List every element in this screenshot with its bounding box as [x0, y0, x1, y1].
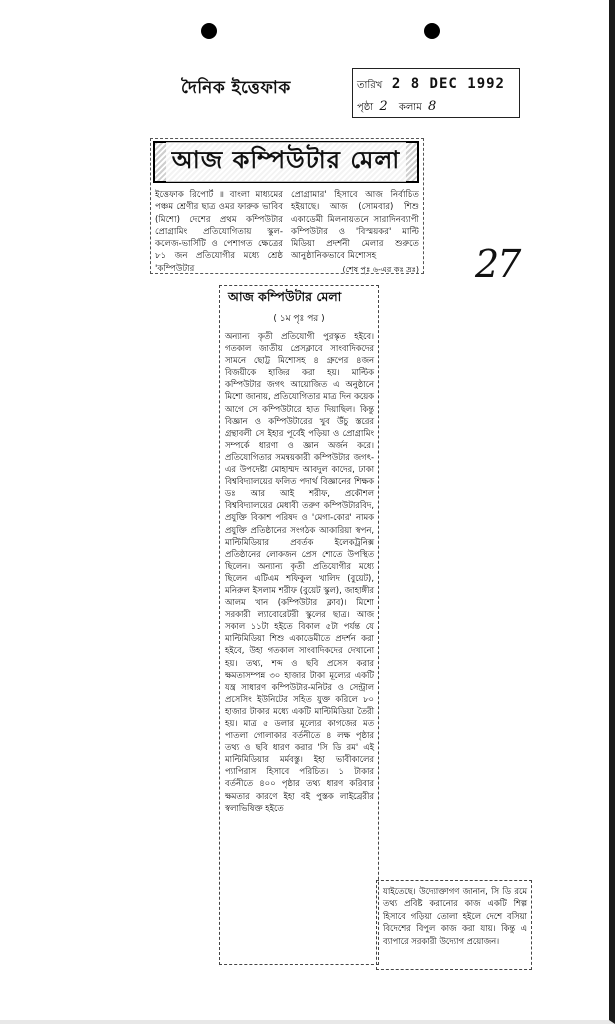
article-columns [155, 189, 419, 276]
headline: আজ কম্পিউটার মেলা [166, 142, 406, 182]
headline-box [153, 141, 419, 183]
article-column-2-text: প্রোগ্রামার' হিসাবে আজ নির্বাচিত হইয়াছে। আজ (সোমবার) শিশু একাডেমী মিলনায়তনে সারাদিনব্যাপী কম্পিউটার ও 'বিস্ময়কর' মাল্টি মিডিয়া প্রদর্শনী মেলার শুরুতে আনুষ্ঠানিকভাবে মিশোসহ [291, 190, 419, 262]
continuation-body: অন্যান্য কৃতী প্রতিযোগী পুরস্কৃত হইবে। গতকাল জাতীয় প্রেসক্লাবে সাংবাদিকদের সামনে ছোট্ট মিশোসহ ৪ গ্রুপের ৪জন বিজয়ীকে হাজির করা হয়। মাল্টিক কম্পিউটার জগৎ আয়োজিত এ অনুষ্ঠানে মিশো জানায়, প্রতিযোগিতার মাত্র দিন কয়েক আগে সে কম্পিউটারে হাত দিয়াছিল। কিন্তু বিজ্ঞান ও কম্পিউটারের খুব উঁচু স্তরের গ্রন্থাবলী সে ইহার পূর্বেই পড়িয়া ও প্রোগ্রামিং সম্পর্কে ধারণা ও জ্ঞান অর্জন করে। প্রতিযোগিতার সমন্বয়কারী কম্পিউটার জগৎ-এর উপদেষ্টা মোহাম্মদ আবদুল কাদের, ঢাকা বিশ্ববিদ্যালয়ের ফলিত পদার্থ বিজ্ঞানের শিক্ষক ডঃ আর আই শরীফ, প্রকৌশল বিশ্ববিদ্যালয়ের মেধাবী তরুণ কম্পিউটারবিদ, প্রযুক্তি বিকাশ পরিষদ ও 'মেগা-কোর' নামক প্রযুক্তি প্রতিষ্ঠানের সংগঠক আকারিয়া স্বপন, মাল্টিমিডিয়ার প্রবর্তক ইলেকট্রনিক্স প্রতিষ্ঠানের লোকজন প্রেস শোতে উপস্থিত ছিলেন। অন্যান্য কৃতী প্রতিযোগীর মধ্যে ছিলেন এটিএম শফিকুল খালিদ (বুয়েট), মনিরুল ইসলাম শরীফ (বুয়েট স্কুল), জাহাঙ্গীর আলম খান (কম্পিউটার ক্লাব)। মিশো সরকারী ল্যাবোরেটরী স্কুলের ছাত্র। আজ সকাল ১১টা হইতে বিকাল ৫টা পর্যন্ত যে মাল্টিমিডিয়া শিশু একাডেমীতে প্রদর্শন করা হইবে, উহা গতকাল সাংবাদিকদের দেখানো হয়। তথ্য, শব্দ ও ছবি প্রসেস করার ক্ষমতাসম্পন্ন ৩০ হাজার টাকা মূল্যের একটি যন্ত্র সাধারণ কম্পিউটার-মনিটর ও সেন্ট্রাল প্রসেসিং ইউনিটের সহিত যুক্ত করিলে ৮০ হাজার টাকার মধ্যে একটি মাল্টিমিডিয়া তৈরী হয়। মাত্র ৫ ডলার মূল্যের কাগজের মত পাতলা গোলাকার বর্তনীতে ৪ লক্ষ পৃষ্ঠার তথ্য ও ছবি ধারণ করার 'সি ডি রম' এই মাল্টিমিডিয়ার মর্মবস্তু। ইহা ভাবীকালের প্যাপিরাস হিসাবে পরিচিত। ১ টাকার বর্তনীতে ৪০০ পৃষ্ঠার তথ্য ধারণ করিবার ক্ষমতার কারণে ইহা বই পুস্তক লাইব্রেরীর স্বলাভিষিক্ত হইতে [225, 331, 374, 813]
page-column-row [357, 99, 444, 117]
date-row [357, 76, 505, 95]
continued-note: (শেষ পৃঃ ৬-এর কঃ দ্রঃ) [342, 264, 419, 274]
article-column-2 [291, 189, 419, 276]
page-value: 2 [379, 99, 388, 114]
continuation-tail-clipping [376, 880, 532, 970]
date-stamp [352, 68, 520, 118]
handwritten-annotation: 27 [475, 242, 520, 286]
continuation-tail: যাইতেছে। উদ্যোক্তাগণ জানান, সি ডি রমে তথ্য প্রবিষ্ট করানোর কাজ একটি শিল্প হিসাবে গড়িয়া তোলা হইলে দেশে বসিয়া বিদেশের বিপুল কাজ করা যায়। কিন্তু এ ব্যাপারে সরকারী উদ্যোগ প্রয়োজন। [383, 886, 527, 946]
article-column-1: ইত্তেফাক রিপোর্ট ॥ বাংলা মাধ্যমের পঞ্চম শ্রেণীর ছাত্র ওমর ফারুক ভাবিব (মিশো) দেশের প্রথম কম্পিউটার প্রোগ্রামিং প্রতিযোগিতায় স্কুল-কলেজ-ভার্সিটি ও পেশাগত ক্ষেত্রের ৮১ জন প্রতিযোগীর মধ্যে শ্রেষ্ঠ 'কম্পিউটার [155, 190, 283, 274]
punch-hole-right [424, 23, 440, 39]
page-label: পৃষ্ঠা [357, 102, 374, 113]
continuation-clipping [219, 285, 379, 965]
date-value: 2 8 DEC 1992 [391, 76, 505, 92]
column-label: কলাম [398, 102, 422, 113]
column-value: 8 [427, 99, 437, 114]
continuation-subtitle: ( ১ম পৃঃ পর ) [273, 314, 325, 324]
date-label: তারিখ [357, 80, 383, 91]
punch-hole-left [201, 23, 217, 39]
continuation-title: আজ কম্পিউটার মেলা [228, 289, 342, 304]
newspaper-masthead: দৈনিক ইত্তেফাক [181, 78, 291, 98]
front-page-clipping [150, 138, 424, 274]
